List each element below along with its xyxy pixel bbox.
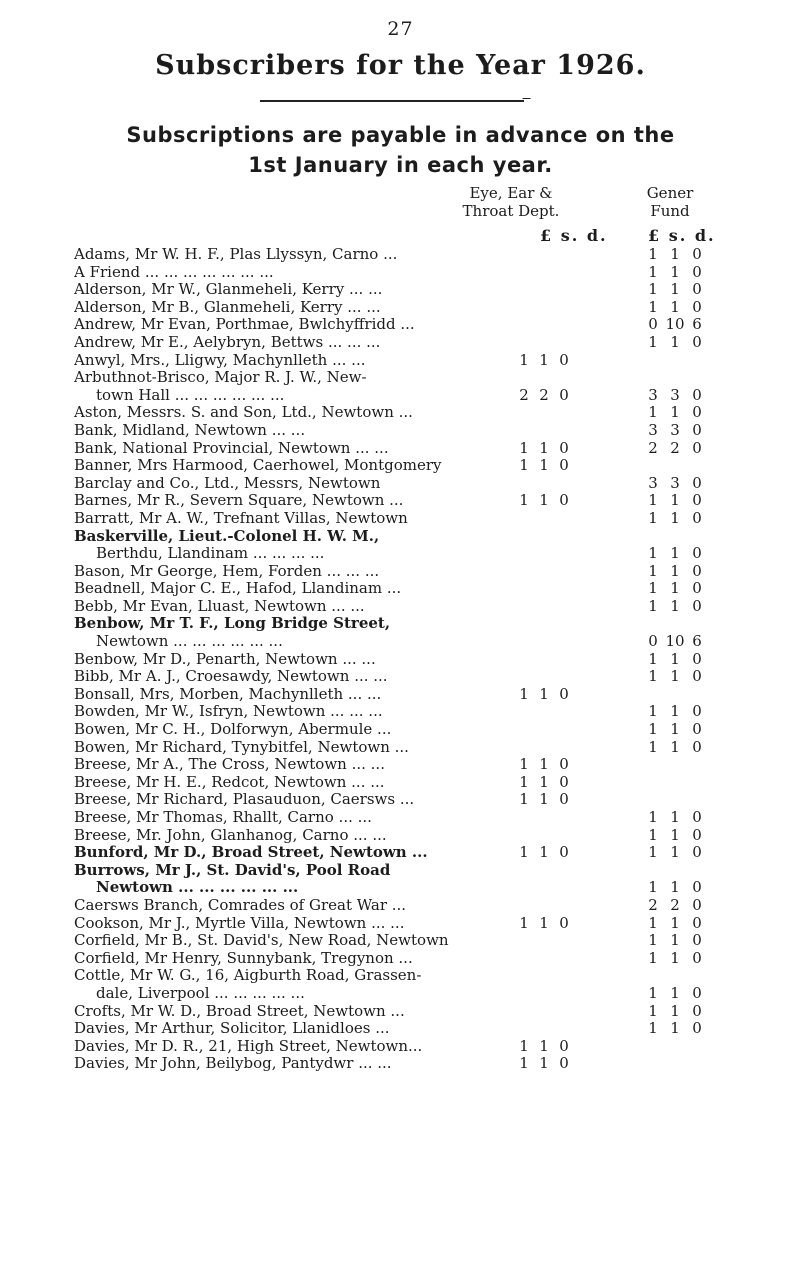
amount-pounds: 1 xyxy=(648,1001,658,1020)
amount-shillings: 1 xyxy=(670,579,680,598)
subscriber-name: town Hall ... ... ... ... ... ... xyxy=(96,386,285,404)
subscriber-name: Bank, Midland, Newtown ... ... xyxy=(74,421,306,439)
amount-shillings: 1 xyxy=(670,403,680,422)
general-fund-amount xyxy=(642,721,708,739)
amount-shillings: 1 xyxy=(670,491,680,510)
amount-pence: 0 xyxy=(692,508,702,527)
amount-pounds: 1 xyxy=(519,456,529,475)
notice-line-2: 1st January in each year. xyxy=(248,153,553,177)
subscriber-row xyxy=(0,1038,801,1056)
subscriber-row xyxy=(0,756,801,774)
subscriber-row xyxy=(0,457,801,475)
subscriber-row xyxy=(0,281,801,299)
amount-shillings: 1 xyxy=(670,561,680,580)
subscriber-name: Crofts, Mr W. D., Broad Street, Newtown ... xyxy=(74,1002,405,1020)
general-fund-amount xyxy=(642,299,708,317)
general-fund-amount xyxy=(642,563,708,581)
subscriber-row xyxy=(0,299,801,317)
subscriber-name: Breese, Mr Thomas, Rhallt, Carno ... ... xyxy=(74,809,372,826)
amount-pence: 0 xyxy=(692,737,702,756)
general-fund-amount xyxy=(642,915,708,933)
amount-shillings: 1 xyxy=(670,262,680,281)
amount-pence: 0 xyxy=(559,456,569,475)
eye-dept-amount xyxy=(514,440,574,458)
general-fund-amount xyxy=(642,879,708,897)
amount-pounds: 0 xyxy=(648,315,658,334)
subscriber-name: Bebb, Mr Evan, Lluast, Newtown ... ... xyxy=(74,597,365,615)
amount-pence: 0 xyxy=(692,262,702,281)
amount-pence: 0 xyxy=(559,772,569,791)
amount-shillings: 1 xyxy=(670,931,680,950)
amount-pounds: 1 xyxy=(519,772,529,791)
eye-dept-amount xyxy=(514,774,574,792)
amount-pence: 0 xyxy=(692,931,702,950)
amount-pounds: 1 xyxy=(648,403,658,422)
amount-pence: 0 xyxy=(692,913,702,932)
amount-shillings: 1 xyxy=(539,790,549,809)
amount-pounds: 3 xyxy=(648,473,658,492)
amount-shillings: 1 xyxy=(670,720,680,739)
amount-pence: 0 xyxy=(692,579,702,598)
amount-pence: 0 xyxy=(559,790,569,809)
subscriber-name: Bonsall, Mrs, Morben, Machynlleth ... ... xyxy=(74,685,382,703)
amount-pounds: 1 xyxy=(648,931,658,950)
general-fund-amount xyxy=(642,334,708,352)
amount-pounds: 1 xyxy=(519,755,529,774)
eye-dept-amount xyxy=(514,352,574,370)
amount-pounds: 1 xyxy=(648,561,658,580)
amount-pounds: 1 xyxy=(648,720,658,739)
amount-pounds: 1 xyxy=(648,667,658,686)
general-fund-amount xyxy=(642,492,708,510)
amount-pounds: 1 xyxy=(648,262,658,281)
subscriber-name: Arbuthnot-Brisco, Major R. J. W., New- xyxy=(74,369,367,387)
amount-shillings: 1 xyxy=(539,843,549,862)
amount-pence: 0 xyxy=(559,913,569,932)
subscriber-name: Bibb, Mr A. J., Croesawdy, Newtown ... ... xyxy=(74,668,388,686)
subscriber-row xyxy=(0,264,801,282)
amount-pence: 0 xyxy=(692,825,702,844)
general-fund-amount xyxy=(642,897,708,915)
general-fund-amount xyxy=(642,316,708,334)
subscriber-row xyxy=(0,791,801,809)
subscriber-name: Breese, Mr A., The Cross, Newtown ... ... xyxy=(74,756,385,774)
amount-pence: 0 xyxy=(692,297,702,316)
amount-pence: 6 xyxy=(692,632,702,651)
amount-shillings: 1 xyxy=(670,1019,680,1038)
subscriber-row xyxy=(0,598,801,616)
subscriber-row xyxy=(0,510,801,528)
amount-shillings: 1 xyxy=(670,508,680,527)
subscriber-name: Barclay and Co., Ltd., Messrs, Newtown xyxy=(74,474,381,492)
amount-pence: 0 xyxy=(692,385,702,404)
amount-pence: 0 xyxy=(692,596,702,615)
general-fund-amount xyxy=(642,440,708,458)
amount-pence: 0 xyxy=(692,420,702,439)
amount-pounds: 1 xyxy=(519,843,529,862)
subscriber-row xyxy=(0,316,801,334)
subscriber-row xyxy=(0,563,801,581)
general-fund-amount xyxy=(642,844,708,862)
gen-currency-units: £ s. d. xyxy=(648,226,716,245)
subscriber-row xyxy=(0,950,801,968)
amount-pounds: 1 xyxy=(648,508,658,527)
amount-shillings: 1 xyxy=(539,684,549,703)
subscriber-name: Banner, Mrs Harmood, Caerhowel, Montgomery xyxy=(74,457,442,475)
amount-pence: 0 xyxy=(692,667,702,686)
amount-pence: 0 xyxy=(559,350,569,369)
subscriber-name: Newtown ... ... ... ... ... ... xyxy=(96,633,283,651)
eye-dept-column-header xyxy=(426,184,596,220)
amount-pence: 0 xyxy=(692,843,702,862)
amount-shillings: 1 xyxy=(670,878,680,897)
amount-shillings: 1 xyxy=(539,491,549,510)
subscriber-name: Aston, Messrs. S. and Son, Ltd., Newtown ... xyxy=(74,404,413,422)
amount-pence: 0 xyxy=(559,491,569,510)
subscriber-row xyxy=(0,703,801,721)
amount-pounds: 1 xyxy=(648,948,658,967)
subscriber-row xyxy=(0,475,801,493)
gen-header-line-2: Fund xyxy=(650,202,690,220)
subscriber-row xyxy=(0,334,801,352)
subscriber-row xyxy=(0,369,801,387)
subscriber-name: dale, Liverpool ... ... ... ... ... xyxy=(96,984,305,1002)
amount-pounds: 1 xyxy=(648,491,658,510)
eye-dept-amount xyxy=(514,457,574,475)
amount-shillings: 1 xyxy=(670,297,680,316)
amount-pounds: 1 xyxy=(519,684,529,703)
amount-pounds: 1 xyxy=(648,983,658,1002)
general-fund-amount xyxy=(642,404,708,422)
subscriber-row xyxy=(0,844,801,862)
subscriber-name: Bason, Mr George, Hem, Forden ... ... ... xyxy=(74,562,380,580)
subscriber-name: Bank, National Provincial, Newtown ... ... xyxy=(74,439,389,457)
amount-pounds: 1 xyxy=(648,280,658,299)
amount-pounds: 1 xyxy=(648,544,658,563)
amount-shillings: 2 xyxy=(670,438,680,457)
amount-shillings: 1 xyxy=(670,983,680,1002)
amount-pounds: 2 xyxy=(648,895,658,914)
subscriber-row xyxy=(0,897,801,915)
subscriber-row xyxy=(0,580,801,598)
amount-shillings: 1 xyxy=(670,544,680,563)
subscriber-row xyxy=(0,651,801,669)
general-fund-amount xyxy=(642,739,708,757)
subscriber-name: Benbow, Mr D., Penarth, Newtown ... ... xyxy=(74,650,376,668)
subscriber-row xyxy=(0,1003,801,1021)
amount-shillings: 1 xyxy=(539,438,549,457)
amount-pounds: 1 xyxy=(519,438,529,457)
subscriber-row xyxy=(0,879,801,897)
subscriber-row xyxy=(0,985,801,1003)
amount-pounds: 1 xyxy=(648,332,658,351)
amount-pence: 0 xyxy=(692,491,702,510)
amount-pounds: 1 xyxy=(519,350,529,369)
general-fund-amount xyxy=(642,1020,708,1038)
subscriber-name: A Friend ... ... ... ... ... ... ... xyxy=(74,263,274,281)
subscriber-row xyxy=(0,1055,801,1073)
amount-pence: 6 xyxy=(692,315,702,334)
subscriber-row xyxy=(0,967,801,985)
general-fund-amount xyxy=(642,387,708,405)
amount-pence: 0 xyxy=(692,280,702,299)
eye-dept-amount xyxy=(514,1038,574,1056)
amount-pounds: 1 xyxy=(519,491,529,510)
subscriber-name: Baskerville, Lieut.-Colonel H. W. M., xyxy=(74,527,380,545)
subscriber-list xyxy=(0,246,801,1073)
subscriber-name: Beadnell, Major C. E., Hafod, Llandinam ... xyxy=(74,580,402,598)
general-fund-amount xyxy=(642,633,708,651)
eye-dept-amount xyxy=(514,915,574,933)
amount-shillings: 1 xyxy=(539,1036,549,1055)
subscriber-name: Breese, Mr. John, Glanhanog, Carno ... ... xyxy=(74,826,387,844)
amount-pounds: 1 xyxy=(519,913,529,932)
subscriber-row xyxy=(0,774,801,792)
page-title: Subscribers for the Year 1926. xyxy=(155,50,646,81)
amount-shillings: 1 xyxy=(539,350,549,369)
amount-shillings: 1 xyxy=(539,772,549,791)
subscriber-row xyxy=(0,615,801,633)
general-fund-amount xyxy=(642,950,708,968)
amount-shillings: 1 xyxy=(670,843,680,862)
amount-pence: 0 xyxy=(692,561,702,580)
amount-shillings: 1 xyxy=(670,737,680,756)
eye-dept-amount xyxy=(514,756,574,774)
subscriber-name: Berthdu, Llandinam ... ... ... ... xyxy=(96,545,325,563)
amount-pounds: 1 xyxy=(648,649,658,668)
amount-pounds: 1 xyxy=(648,1019,658,1038)
amount-shillings: 1 xyxy=(539,913,549,932)
general-fund-amount xyxy=(642,264,708,282)
amount-pence: 0 xyxy=(692,473,702,492)
subscriber-row xyxy=(0,440,801,458)
subscriber-name: Corfield, Mr B., St. David's, New Road, Newtown xyxy=(74,932,449,950)
amount-pounds: 1 xyxy=(648,579,658,598)
subscriber-row xyxy=(0,352,801,370)
subscriber-name: Cottle, Mr W. G., 16, Aigburth Road, Grassen- xyxy=(74,967,422,985)
eye-dept-amount xyxy=(514,791,574,809)
amount-pence: 0 xyxy=(559,438,569,457)
amount-pounds: 1 xyxy=(648,737,658,756)
subscriber-name: Alderson, Mr B., Glanmeheli, Kerry ... ... xyxy=(74,298,381,316)
amount-pence: 0 xyxy=(692,878,702,897)
subscriber-name: Benbow, Mr T. F., Long Bridge Street, xyxy=(74,615,391,633)
subscriber-name: Andrew, Mr E., Aelybryn, Bettws ... ... ... xyxy=(74,333,381,351)
amount-pounds: 1 xyxy=(519,790,529,809)
general-fund-amount xyxy=(642,932,708,950)
amount-pounds: 1 xyxy=(648,245,658,263)
subscriber-row xyxy=(0,668,801,686)
amount-pounds: 1 xyxy=(648,808,658,826)
subscriber-name: Adams, Mr W. H. F., Plas Llyssyn, Carno ... xyxy=(74,246,398,263)
amount-pence: 0 xyxy=(692,895,702,914)
subscriber-name: Davies, Mr John, Beilybog, Pantydwr ... ... xyxy=(74,1055,392,1073)
amount-pounds: 2 xyxy=(519,385,529,404)
general-fund-amount xyxy=(642,580,708,598)
amount-pence: 0 xyxy=(692,983,702,1002)
general-fund-amount xyxy=(642,510,708,528)
eye-dept-amount xyxy=(514,686,574,704)
eye-header-line-2: Throat Dept. xyxy=(462,202,560,220)
amount-pence: 0 xyxy=(692,702,702,721)
amount-pence: 0 xyxy=(692,649,702,668)
general-fund-amount xyxy=(642,598,708,616)
amount-pence: 0 xyxy=(692,245,702,263)
eye-dept-amount xyxy=(514,844,574,862)
amount-shillings: 10 xyxy=(665,632,685,651)
general-fund-amount xyxy=(642,246,708,264)
decorative-rule xyxy=(260,100,524,102)
amount-pence: 0 xyxy=(692,948,702,967)
amount-pounds: 3 xyxy=(648,420,658,439)
amount-shillings: 10 xyxy=(665,315,685,334)
amount-shillings: 1 xyxy=(670,702,680,721)
subscriber-name: Barnes, Mr R., Severn Square, Newtown ... xyxy=(74,492,404,510)
subscriber-name: Andrew, Mr Evan, Porthmae, Bwlchyffridd ... xyxy=(74,316,415,334)
subscriber-name: Alderson, Mr W., Glanmeheli, Kerry ... ... xyxy=(74,281,383,299)
amount-shillings: 1 xyxy=(670,649,680,668)
eye-currency-units: £ s. d. xyxy=(540,226,608,245)
subscriber-name: Bunford, Mr D., Broad Street, Newtown ... xyxy=(74,844,428,862)
notice-line-1: Subscriptions are payable in advance on the xyxy=(126,123,675,147)
amount-pounds: 1 xyxy=(648,297,658,316)
amount-pence: 0 xyxy=(559,843,569,862)
general-fund-amount xyxy=(642,475,708,493)
eye-dept-amount xyxy=(514,1055,574,1073)
subscriber-row xyxy=(0,827,801,845)
subscriber-row xyxy=(0,862,801,880)
amount-pence: 0 xyxy=(692,720,702,739)
amount-shillings: 1 xyxy=(670,332,680,351)
subscriber-name: Breese, Mr H. E., Redcot, Newtown ... ... xyxy=(74,773,385,791)
subscriber-row xyxy=(0,686,801,704)
amount-shillings: 1 xyxy=(539,1054,549,1073)
amount-pounds: 1 xyxy=(519,1036,529,1055)
general-fund-amount xyxy=(642,545,708,563)
amount-shillings: 1 xyxy=(539,456,549,475)
page-number: 27 xyxy=(387,18,414,40)
subscriber-row xyxy=(0,633,801,651)
gen-header-line-1: Gener xyxy=(646,184,694,202)
amount-pence: 0 xyxy=(692,332,702,351)
amount-pence: 0 xyxy=(559,684,569,703)
amount-pence: 0 xyxy=(559,755,569,774)
subscriber-row xyxy=(0,1020,801,1038)
subscriber-name: Bowden, Mr W., Isfryn, Newtown ... ... ... xyxy=(74,703,383,721)
payment-notice xyxy=(0,120,801,180)
subscriber-name: Anwyl, Mrs., Lligwy, Machynlleth ... ... xyxy=(74,351,366,369)
amount-shillings: 1 xyxy=(670,667,680,686)
amount-shillings: 1 xyxy=(670,825,680,844)
general-fund-amount xyxy=(642,281,708,299)
subscriber-row xyxy=(0,404,801,422)
subscriber-row xyxy=(0,739,801,757)
amount-shillings: 1 xyxy=(670,1001,680,1020)
general-fund-amount xyxy=(642,827,708,845)
subscriber-row xyxy=(0,387,801,405)
amount-shillings: 3 xyxy=(670,473,680,492)
subscriber-name: Bowen, Mr Richard, Tynybitfel, Newtown ... xyxy=(74,738,409,756)
general-fund-column-header xyxy=(610,184,730,220)
amount-pounds: 1 xyxy=(648,702,658,721)
amount-pounds: 1 xyxy=(648,913,658,932)
amount-pence: 0 xyxy=(559,385,569,404)
amount-pence: 0 xyxy=(692,808,702,826)
subscriber-name: Burrows, Mr J., St. David's, Pool Road xyxy=(74,861,391,879)
amount-shillings: 3 xyxy=(670,385,680,404)
subscriber-row xyxy=(0,528,801,546)
eye-dept-amount xyxy=(514,387,574,405)
subscriber-row xyxy=(0,545,801,563)
amount-shillings: 1 xyxy=(670,596,680,615)
amount-pence: 0 xyxy=(559,1036,569,1055)
amount-shillings: 1 xyxy=(670,948,680,967)
amount-pounds: 1 xyxy=(519,1054,529,1073)
amount-pounds: 1 xyxy=(648,596,658,615)
subscriber-row xyxy=(0,809,801,827)
amount-pounds: 1 xyxy=(648,825,658,844)
amount-shillings: 2 xyxy=(670,895,680,914)
subscriber-row xyxy=(0,422,801,440)
subscriber-name: Cookson, Mr J., Myrtle Villa, Newtown ... ... xyxy=(74,914,405,932)
amount-shillings: 3 xyxy=(670,420,680,439)
eye-header-line-1: Eye, Ear & xyxy=(469,184,553,202)
amount-shillings: 1 xyxy=(670,913,680,932)
eye-dept-amount xyxy=(514,492,574,510)
amount-pence: 0 xyxy=(692,1001,702,1020)
subscriber-name: Barratt, Mr A. W., Trefnant Villas, Newtown xyxy=(74,509,408,527)
subscriber-name: Bowen, Mr C. H., Dolforwyn, Abermule ... xyxy=(74,721,392,739)
amount-pence: 0 xyxy=(692,438,702,457)
amount-shillings: 2 xyxy=(539,385,549,404)
general-fund-amount xyxy=(642,809,708,827)
amount-pence: 0 xyxy=(692,544,702,563)
subscriber-row xyxy=(0,915,801,933)
amount-pounds: 3 xyxy=(648,385,658,404)
amount-pounds: 2 xyxy=(648,438,658,457)
amount-shillings: 1 xyxy=(539,755,549,774)
amount-shillings: 1 xyxy=(670,245,680,263)
general-fund-amount xyxy=(642,651,708,669)
subscriber-row xyxy=(0,492,801,510)
subscriber-name: Caersws Branch, Comrades of Great War ... xyxy=(74,896,407,914)
amount-pence: 0 xyxy=(559,1054,569,1073)
amount-shillings: 1 xyxy=(670,808,680,826)
subscriber-name: Breese, Mr Richard, Plasauduon, Caersws ... xyxy=(74,791,415,809)
general-fund-amount xyxy=(642,703,708,721)
general-fund-amount xyxy=(642,422,708,440)
amount-shillings: 1 xyxy=(670,280,680,299)
amount-pounds: 0 xyxy=(648,632,658,651)
subscriber-name: Corfield, Mr Henry, Sunnybank, Tregynon ... xyxy=(74,949,413,967)
amount-pence: 0 xyxy=(692,1019,702,1038)
general-fund-amount xyxy=(642,985,708,1003)
subscriber-row xyxy=(0,246,801,264)
general-fund-amount xyxy=(642,1003,708,1021)
subscriber-name: Davies, Mr D. R., 21, High Street, Newtown... xyxy=(74,1037,423,1055)
amount-pence: 0 xyxy=(692,403,702,422)
subscriber-name: Davies, Mr Arthur, Solicitor, Llanidloes ... xyxy=(74,1020,390,1038)
subscriber-name: Newtown ... ... ... ... ... ... xyxy=(96,879,299,897)
general-fund-amount xyxy=(642,668,708,686)
subscriber-row xyxy=(0,721,801,739)
amount-pounds: 1 xyxy=(648,878,658,897)
amount-pounds: 1 xyxy=(648,843,658,862)
subscriber-row xyxy=(0,932,801,950)
